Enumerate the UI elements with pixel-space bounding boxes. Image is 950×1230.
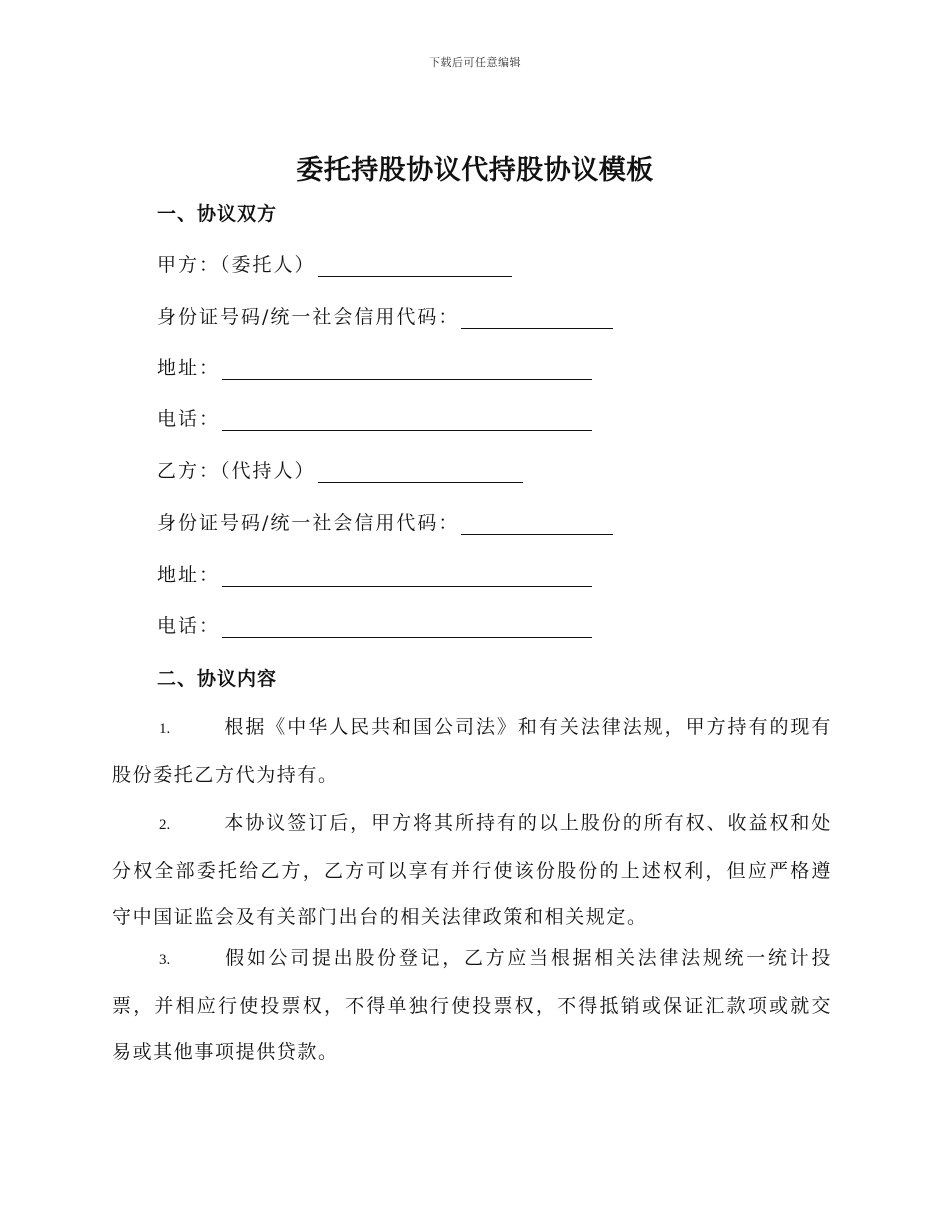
clause-text: 本协议签订后，甲方将其所持有的以上股份的所有权、收益权和处分权全部委托给乙方，乙方可以享有并行使该份股份的上述权利，但应严格遵守中国证监会及有关部门出台的相关法律政策和相关规定。: [112, 812, 832, 928]
party-a-blank-line: [318, 258, 512, 277]
party-a-id-blank-line: [461, 310, 613, 329]
party-b-id-label: 身份证号码/统一社会信用代码：: [157, 512, 460, 534]
party-b-address-blank-line: [222, 568, 592, 587]
clause-number: 2.: [159, 817, 171, 833]
section-heading-parties: 一、协议双方: [157, 203, 278, 225]
party-a-id-label: 身份证号码/统一社会信用代码：: [157, 306, 460, 328]
section-heading-content: 二、协议内容: [157, 668, 278, 690]
party-a-field: [157, 250, 512, 277]
party-a-id-field: [157, 302, 613, 329]
party-b-id-blank-line: [461, 516, 613, 535]
party-a-address-label: 地址：: [157, 357, 221, 379]
page-header: 下载后可任意编辑: [429, 56, 521, 69]
clause-1: [112, 704, 832, 798]
party-b-label: 乙方：（代持人）: [157, 460, 316, 482]
party-a-label: 甲方：（委托人）: [157, 254, 316, 276]
party-b-address-label: 地址：: [157, 564, 221, 586]
clause-number: 1.: [159, 721, 171, 737]
party-a-address-blank-line: [222, 361, 592, 380]
party-b-phone-field: [157, 611, 592, 638]
party-a-phone-label: 电话：: [157, 408, 221, 430]
clause-text: 假如公司提出股份登记，乙方应当根据相关法律法规统一统计投票，并相应行使投票权，不得单独行使投票权，不得抵销或保证汇款项或就交易或其他事项提供贷款。: [112, 947, 832, 1063]
party-a-address-field: [157, 353, 592, 380]
clause-2: [112, 800, 832, 940]
party-b-field: [157, 456, 523, 483]
party-b-id-field: [157, 508, 613, 535]
clause-number: 3.: [159, 952, 171, 968]
party-b-phone-label: 电话：: [157, 615, 221, 637]
clause-text: 根据《中华人民共和国公司法》和有关法律法规，甲方持有的现有股份委托乙方代为持有。: [112, 716, 832, 786]
party-a-phone-field: [157, 404, 592, 431]
party-a-phone-blank-line: [222, 412, 592, 431]
document-title: 委托持股协议代持股协议模板: [296, 155, 654, 186]
party-b-address-field: [157, 560, 592, 587]
clause-3: [112, 935, 832, 1075]
party-b-blank-line: [318, 464, 523, 483]
party-b-phone-blank-line: [222, 619, 592, 638]
